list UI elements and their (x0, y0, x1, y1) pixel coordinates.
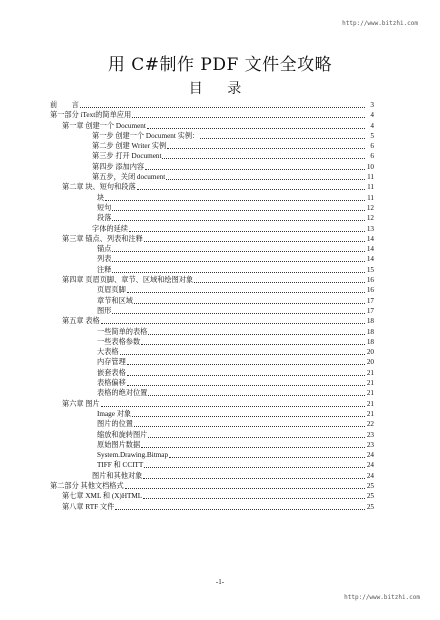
toc-dot-leader (120, 354, 365, 355)
toc-dot-leader (162, 158, 365, 159)
toc-dot-leader (137, 189, 365, 190)
toc-dot-leader (143, 478, 365, 479)
toc-entry-title: 图形 (97, 306, 112, 315)
toc-entry-title: 表格的绝对位置 (97, 389, 148, 398)
toc-entry[interactable] (50, 430, 374, 440)
toc-entry[interactable] (50, 296, 374, 306)
toc-entry-page: 22 (366, 420, 374, 429)
toc-entry-title: 第一部分 iText的简单应用 (50, 111, 132, 120)
toc-dot-leader (112, 313, 365, 314)
toc-entry[interactable] (50, 306, 374, 316)
document-title: 用 C#制作 PDF 文件全攻略 (107, 55, 333, 75)
toc-entry-title: 第四章 页眉页脚、章节、区域和绘图对象 (62, 276, 194, 285)
toc-entry-page: 25 (366, 502, 374, 511)
toc-entry-title: 第二步 创建 Writer 实例 (92, 142, 167, 151)
toc-entry-title: TIFF 和 CCITT (97, 461, 144, 470)
toc-entry-title: Image 对象 (97, 409, 132, 418)
toc-dot-leader (112, 220, 365, 221)
toc-entry[interactable] (50, 419, 374, 429)
toc-entry-title: 段落 (97, 214, 112, 223)
toc-entry[interactable] (50, 491, 374, 501)
toc-dot-leader (125, 488, 365, 489)
toc-entry[interactable] (50, 131, 374, 141)
toc-entry[interactable] (50, 327, 374, 337)
toc-entry-title: 注释 (97, 265, 112, 274)
toc-entry[interactable] (50, 409, 374, 419)
toc-dot-leader (132, 416, 365, 417)
toc-entry[interactable] (50, 141, 374, 151)
toc-entry-title: 第八章 RTF 文件 (62, 502, 115, 511)
toc-entry[interactable] (50, 182, 374, 192)
toc-entry-title: 第七章 XML 和 (X)HTML (62, 492, 143, 501)
toc-entry[interactable] (50, 481, 374, 491)
toc-entry-title: 列表 (97, 255, 112, 264)
toc-entry-title: 表格偏移 (97, 379, 126, 388)
toc-dot-leader (127, 292, 365, 293)
toc-entry-title: 第五章 表格 (62, 317, 100, 326)
toc-dot-leader (148, 437, 365, 438)
toc-entry-title: 页眉页脚 (97, 286, 126, 295)
toc-entry-title: 锚点 (97, 245, 112, 254)
toc-dot-leader (112, 272, 365, 273)
toc-entry-page: 21 (366, 409, 374, 418)
toc-entry-page: 6 (370, 142, 374, 151)
toc-entry-title: 前 言 (50, 101, 79, 109)
toc-entry[interactable] (50, 378, 374, 388)
toc-entry[interactable] (50, 471, 374, 481)
toc-entry-page: 3 (370, 101, 374, 109)
toc-dot-leader (105, 200, 365, 201)
toc-entry-title: 第三步 打开 Document (92, 152, 162, 161)
toc-entry-page: 17 (366, 296, 374, 305)
toc-dot-leader (112, 261, 365, 262)
toc-entry-title: 第一章 创建一个 Document (62, 121, 146, 130)
toc-entry[interactable] (50, 502, 374, 512)
toc-entry[interactable] (50, 244, 374, 254)
toc-dot-leader (148, 395, 365, 396)
toc-dot-leader (141, 344, 365, 345)
toc-entry-title: 缩放和旋转图片 (97, 430, 148, 439)
toc-dot-leader (112, 251, 365, 252)
toc-entry-page: 13 (366, 224, 374, 233)
toc-dot-leader (166, 179, 365, 180)
toc-entry-title: 大表格 (97, 348, 119, 357)
toc-entry-title: 第四步 添加内容 (92, 162, 145, 171)
toc-entry[interactable] (50, 275, 374, 285)
toc-entry-title: 字体的延续 (92, 224, 128, 233)
toc-entry[interactable] (50, 265, 374, 275)
toc-entry-page: 20 (366, 348, 374, 357)
toc-entry-page: 11 (367, 183, 374, 192)
toc-entry-page: 5 (370, 131, 374, 140)
toc-dot-leader (143, 498, 365, 499)
toc-entry-title: 第二部分 其他文档格式 (50, 481, 124, 490)
toc-entry[interactable] (50, 285, 374, 295)
toc-entry-page: 24 (366, 451, 374, 460)
toc-entry[interactable] (50, 399, 374, 409)
toc-entry-page: 14 (366, 234, 374, 243)
toc-entry-page: 16 (366, 276, 374, 285)
toc-entry[interactable] (50, 357, 374, 367)
toc-dot-leader (144, 467, 365, 468)
toc-entry-page: 12 (366, 203, 374, 212)
toc-dot-leader (147, 128, 365, 129)
toc-entry-title: 内存管理 (97, 358, 126, 367)
toc-entry-page: 23 (366, 430, 374, 439)
toc-heading: 目 录 (188, 81, 252, 97)
toc-entry-page: 6 (370, 152, 374, 161)
toc-entry[interactable] (50, 450, 374, 460)
toc-entry-page: 12 (366, 214, 374, 223)
toc-entry[interactable] (50, 162, 374, 172)
toc-dot-leader (127, 375, 365, 376)
toc-entry[interactable] (50, 100, 374, 110)
toc-entry-title: 第二章 块、短句和段落 (62, 183, 136, 192)
toc-entry-page: 21 (366, 379, 374, 388)
toc-dot-leader (169, 457, 365, 458)
toc-entry-title: 块 (97, 193, 105, 202)
toc-dot-leader (134, 426, 365, 427)
toc-entry-page: 17 (366, 306, 374, 315)
toc-dot-leader (80, 107, 365, 108)
toc-entry-title: 第三章 锚点、列表和注释 (62, 234, 143, 243)
toc-entry-title: 一些表格参数 (97, 337, 141, 346)
toc-entry-page: 23 (366, 440, 374, 449)
toc-entry-page: 14 (366, 245, 374, 254)
toc-dot-leader (194, 282, 365, 283)
toc-dot-leader (127, 385, 365, 386)
toc-entry[interactable] (50, 110, 374, 120)
toc-entry[interactable] (50, 440, 374, 450)
toc-entry-page: 15 (366, 265, 374, 274)
toc-entry-title: 第一步 创建一个 Document 实例： (92, 131, 200, 140)
toc-entry-title: 第六章 图片 (62, 399, 100, 408)
toc-dot-leader (141, 447, 365, 448)
toc-entry-page: 24 (366, 461, 374, 470)
header-watermark: http://www.bitzhi.com (342, 20, 418, 27)
toc-entry-page: 4 (370, 111, 374, 120)
toc-entry[interactable] (50, 388, 374, 398)
toc-dot-leader (112, 210, 365, 211)
toc-dot-leader (167, 148, 365, 149)
toc-entry-page: 18 (366, 337, 374, 346)
toc-entry[interactable] (50, 172, 374, 182)
toc-entry-title: 短句 (97, 203, 112, 212)
toc-entry[interactable] (50, 347, 374, 357)
toc-dot-leader (200, 138, 365, 139)
toc-entry[interactable] (50, 368, 374, 378)
toc-entry-page: 21 (366, 389, 374, 398)
toc-dot-leader (144, 241, 365, 242)
toc-entry-title: 图片和其他对象 (92, 471, 143, 480)
toc-entry-page: 11 (367, 173, 374, 182)
toc-entry-title: 原始图片数据 (97, 440, 141, 449)
toc-entry[interactable] (50, 121, 374, 131)
toc-entry[interactable] (50, 224, 374, 234)
footer-watermark: http://www.bitzhi.com (344, 594, 420, 601)
toc-entry-page: 21 (366, 368, 374, 377)
toc-entry-page: 4 (370, 121, 374, 130)
toc-entry-page: 16 (366, 286, 374, 295)
toc-dot-leader (145, 169, 365, 170)
toc-dot-leader (134, 303, 365, 304)
toc-entry-title: 图片的位置 (97, 420, 133, 429)
toc-entry[interactable] (50, 316, 374, 326)
toc-entry[interactable] (50, 337, 374, 347)
toc-entry-page: 21 (366, 399, 374, 408)
toc-entry-title: 第五步，关闭 document (92, 173, 166, 182)
toc-entry-page: 18 (366, 317, 374, 326)
toc-dot-leader (115, 509, 365, 510)
toc-entry-page: 25 (366, 481, 374, 490)
toc-entry[interactable] (50, 460, 374, 470)
toc-dot-leader (101, 406, 365, 407)
toc-entry-title: 章节和区域 (97, 296, 133, 305)
page-number: -1- (215, 578, 225, 586)
toc-entry-page: 18 (366, 327, 374, 336)
toc-entry[interactable] (50, 234, 374, 244)
toc-entry-title: 一些简单的表格 (97, 327, 148, 336)
toc-entry-page: 25 (366, 492, 374, 501)
table-of-contents (50, 100, 374, 512)
toc-entry-page: 11 (367, 193, 374, 202)
toc-dot-leader (132, 117, 365, 118)
toc-entry-page: 14 (366, 255, 374, 264)
toc-entry[interactable] (50, 254, 374, 264)
toc-entry[interactable] (50, 193, 374, 203)
toc-dot-leader (148, 334, 365, 335)
toc-entry-page: 24 (366, 471, 374, 480)
toc-entry-title: System.Drawing.Bitmap (97, 451, 169, 460)
toc-entry[interactable] (50, 203, 374, 213)
toc-entry-page: 20 (366, 358, 374, 367)
toc-entry-page: 10 (366, 162, 374, 171)
toc-dot-leader (129, 231, 365, 232)
toc-entry[interactable] (50, 213, 374, 223)
toc-entry-title: 嵌套表格 (97, 368, 126, 377)
toc-dot-leader (101, 323, 365, 324)
toc-entry[interactable] (50, 151, 374, 161)
toc-dot-leader (127, 364, 365, 365)
